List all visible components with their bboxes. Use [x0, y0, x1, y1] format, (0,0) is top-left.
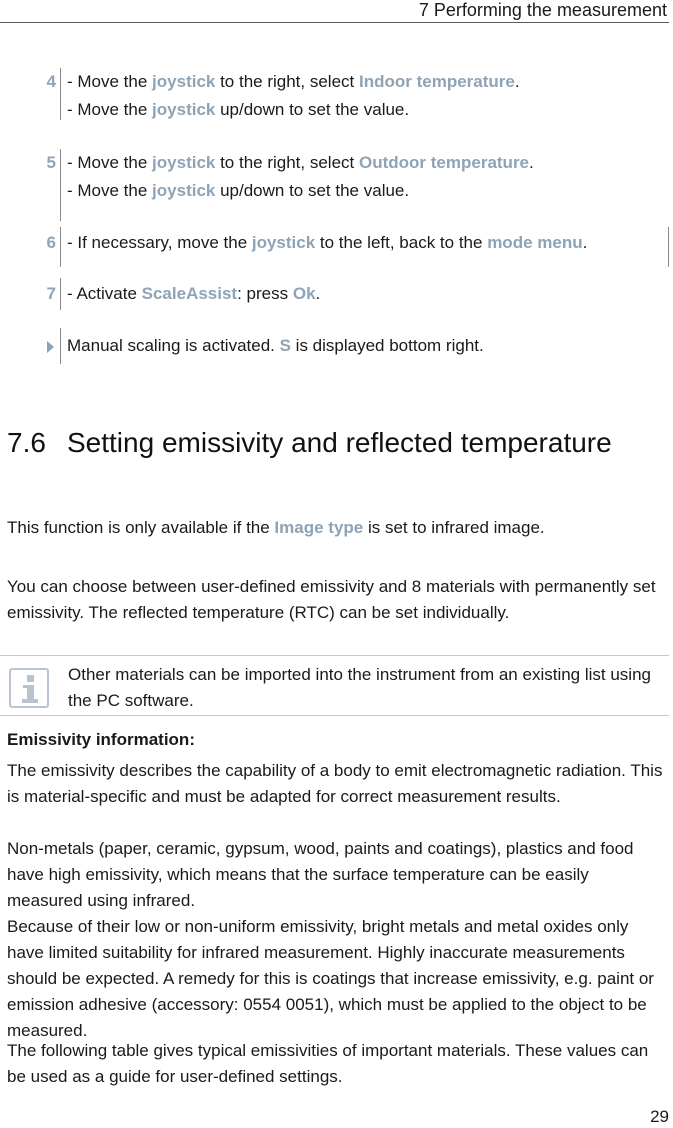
info-icon: [9, 668, 49, 708]
page-header: [0, 0, 669, 23]
step-divider: [60, 227, 61, 267]
highlighted-term: joystick: [251, 233, 316, 252]
step-number: 6: [46, 233, 56, 252]
step-7: [0, 276, 673, 312]
step-divider: [60, 68, 61, 120]
step-line: - Move the joystick up/down to set the value.: [67, 181, 410, 200]
paragraph: Non-metals (paper, ceramic, gypsum, wood, paints and coatings), plastics and food have high emissivity, which means that the surface temperature can be easily measured using infrared.: [7, 839, 634, 910]
step-divider-right: [668, 227, 669, 267]
step-4: [0, 64, 673, 120]
highlighted-term: joystick: [152, 153, 216, 172]
highlighted-term: Outdoor temperature: [359, 153, 530, 172]
step-line: - Move the joystick to the right, select Outdoor temperature.: [67, 153, 534, 172]
step-5: [0, 145, 673, 201]
highlighted-term: joystick: [152, 100, 216, 119]
paragraph: The emissivity describes the capability of a body to emit electromagnetic radiation. This is material-specific and must be adapted for correct measurement results.: [7, 761, 663, 806]
emissivity-heading: Emissivity information:: [7, 730, 195, 749]
step-line: - Move the joystick to the right, select Indoor temperature.: [67, 72, 520, 91]
highlighted-term: mode menu: [487, 233, 583, 252]
step-6: [0, 225, 673, 265]
info-note: [0, 655, 669, 716]
step-divider: [60, 149, 61, 221]
highlighted-term: Indoor temperature: [359, 72, 515, 91]
choose-paragraph: You can choose between user-defined emissivity and 8 materials with permanently set emissivity. The reflected temperature (RTC) can be set individually.: [7, 577, 656, 622]
intro-paragraph: This function is only available if the Image type is set to infrared image.: [7, 518, 545, 537]
step-line: - Move the joystick up/down to set the value.: [67, 100, 410, 119]
step-number: 7: [46, 284, 56, 303]
step-line: - Activate ScaleAssist: press Ok.: [67, 284, 321, 303]
step-divider: [60, 328, 61, 364]
step-number: 5: [46, 153, 56, 172]
paragraph: Because of their low or non-uniform emissivity, bright metals and metal oxides only have limited suitability for infrared measurement. Highly inaccurate measurements should be expected. A remedy for this is coatings that increase emissivity, e.g. paint or emission adhesive (accessory: 0554 0051), which must be applied to the object to be measured.: [7, 917, 654, 1040]
page-number: 29: [650, 1107, 669, 1126]
step-line: - If necessary, move the joystick to the left, back to the mode menu.: [67, 233, 588, 252]
note-text: Other materials can be imported into the instrument from an existing list using the PC software.: [68, 665, 651, 710]
step-result: [0, 328, 673, 364]
section-title: Setting emissivity and reflected temperature: [67, 427, 612, 458]
chapter-title: 7 Performing the measurement: [418, 0, 667, 20]
highlighted-term: S: [279, 336, 291, 355]
step-divider: [60, 278, 61, 310]
highlighted-term: Image type: [274, 518, 364, 537]
highlighted-term: joystick: [152, 72, 216, 91]
highlighted-term: Ok: [292, 284, 316, 303]
step-number: 4: [46, 72, 56, 91]
highlighted-term: joystick: [152, 181, 216, 200]
section-number: 7.6: [7, 427, 46, 458]
paragraph: The following table gives typical emissivities of important materials. These values can be used as a guide for user-defined settings.: [7, 1041, 649, 1086]
highlighted-term: ScaleAssist: [141, 284, 238, 303]
result-line: Manual scaling is activated. S is displayed bottom right.: [67, 336, 484, 355]
result-arrow-icon: [47, 341, 54, 353]
